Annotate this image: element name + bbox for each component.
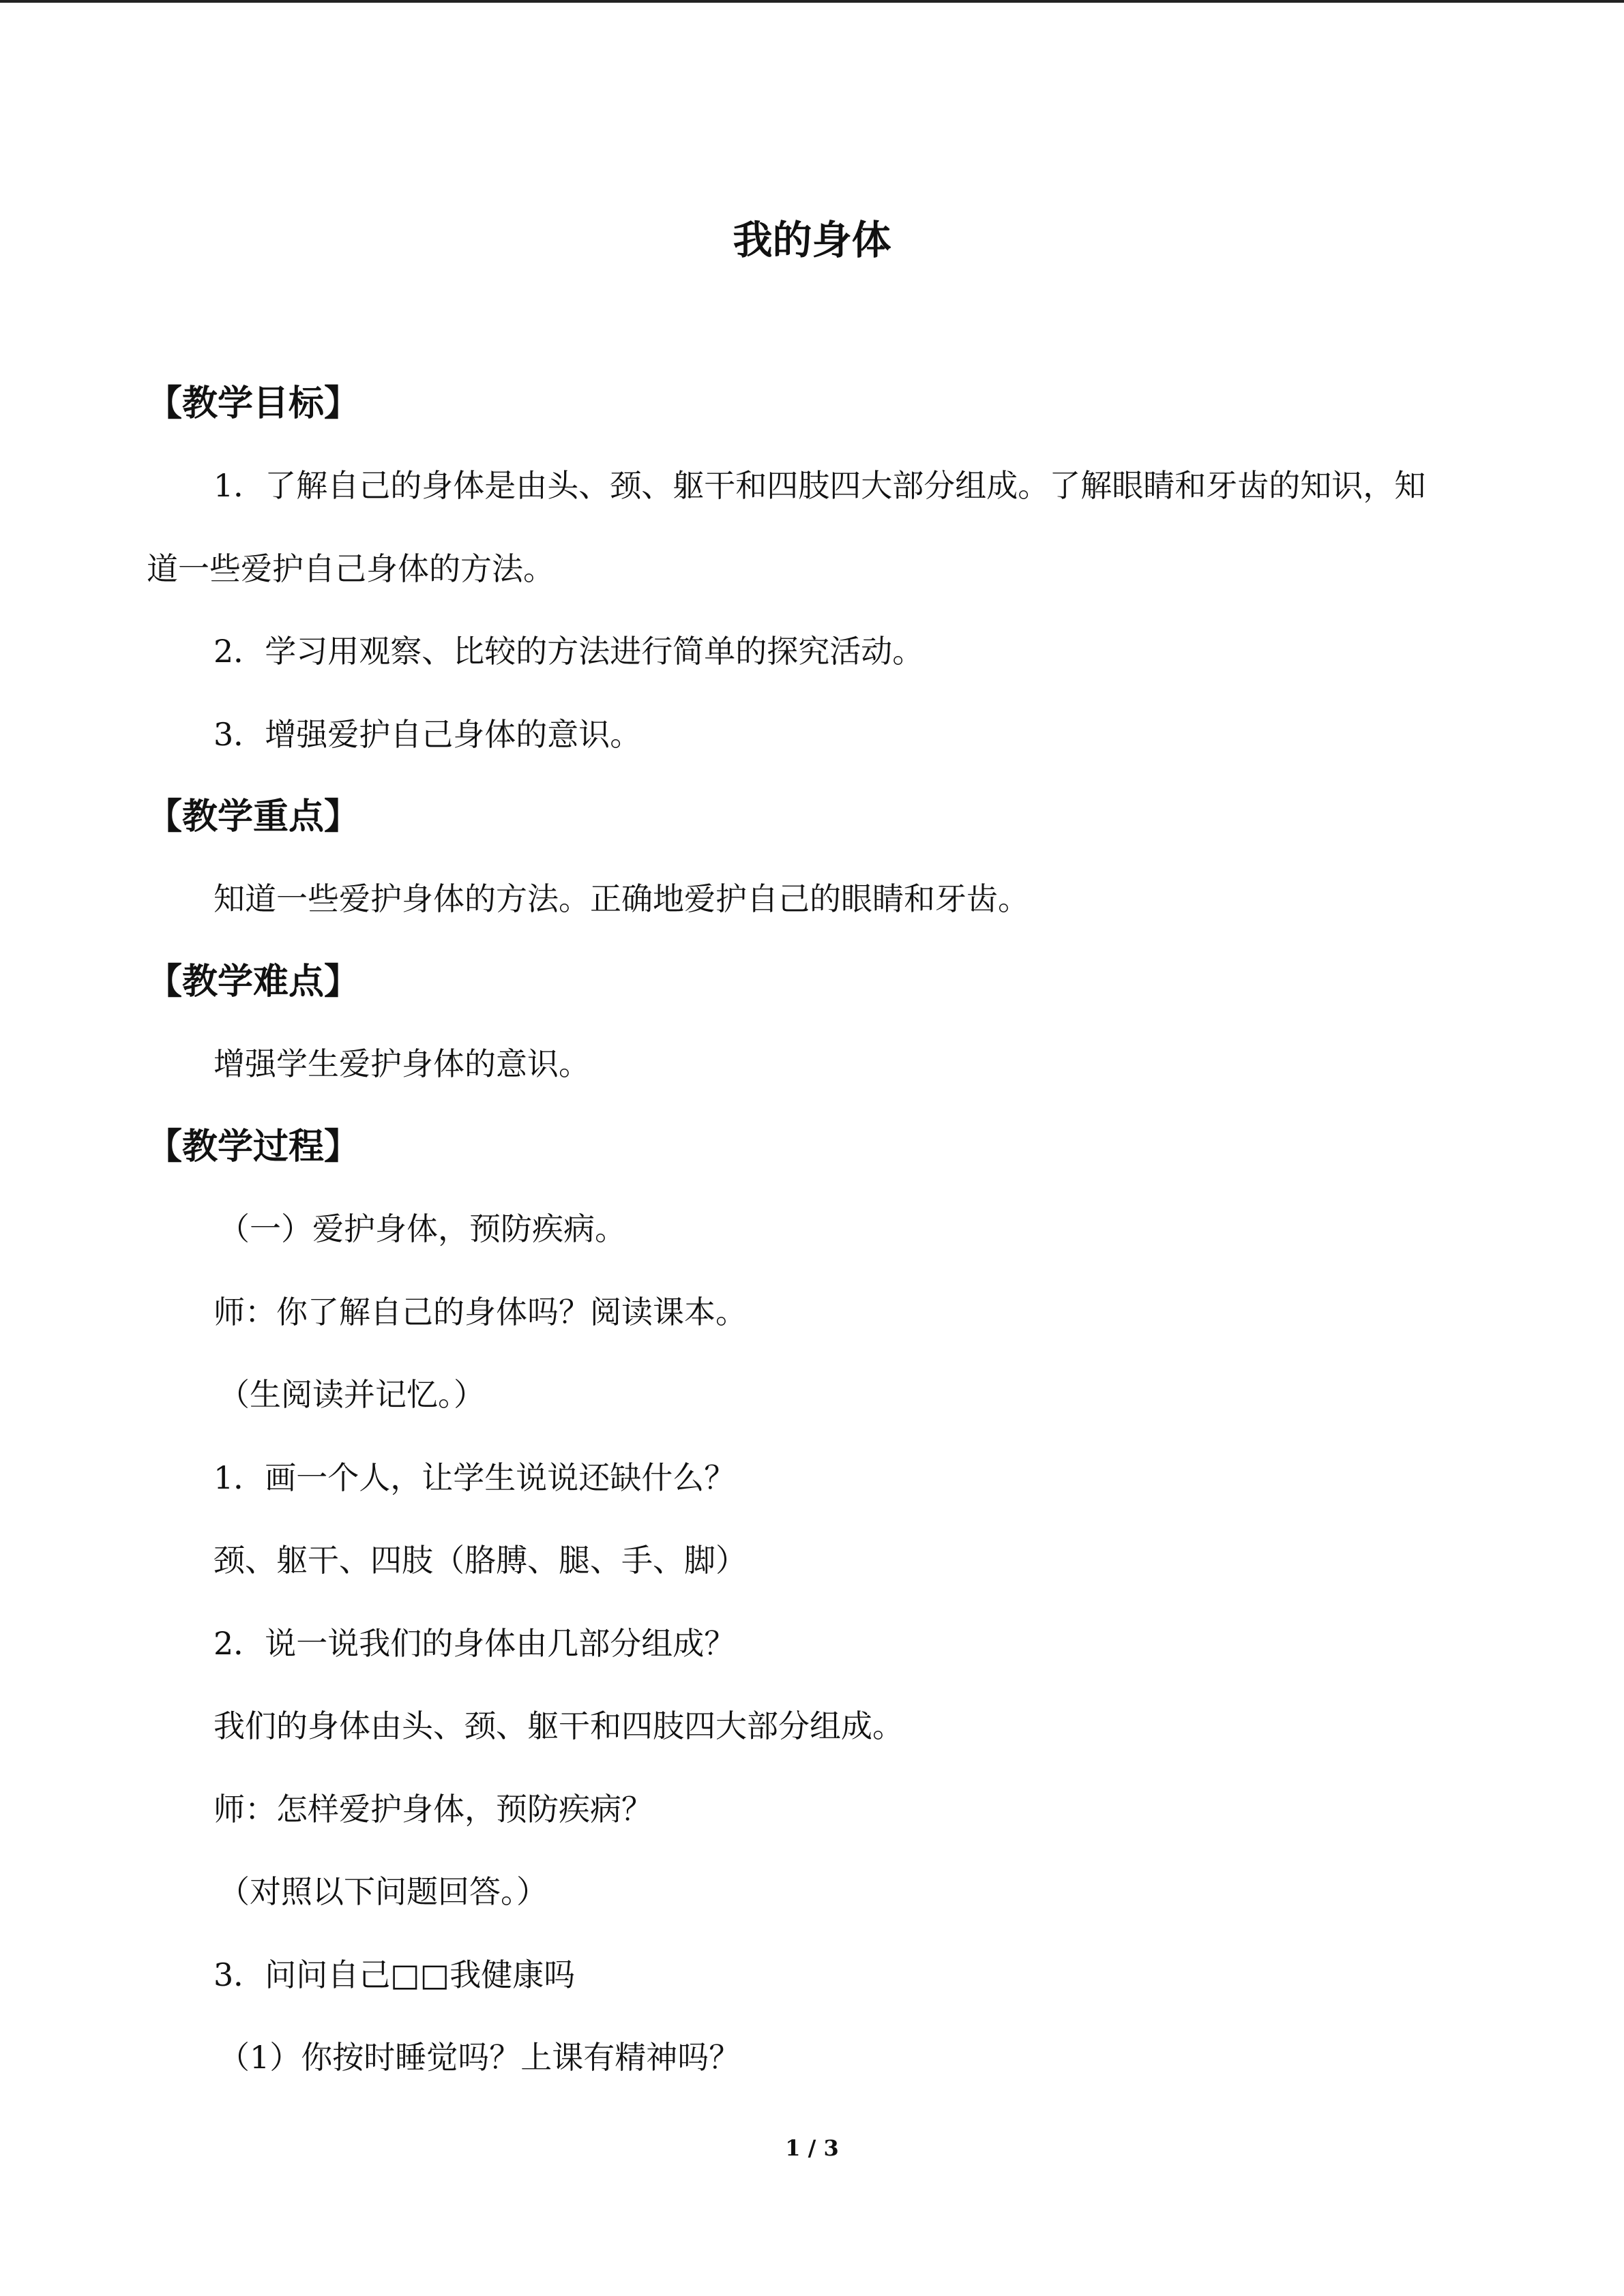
objective-item-1-line-2: 道一些爱护自己身体的方法。 bbox=[147, 550, 555, 587]
document-title: 我的身体 bbox=[733, 217, 891, 263]
key-points-text: 知道一些爱护身体的方法。正确地爱护自己的眼睛和牙齿。 bbox=[213, 880, 1029, 917]
section-heading-process: 【教学过程】 bbox=[147, 1126, 360, 1167]
process-line: 颈、躯干、四肢（胳膊、腿、手、脚） bbox=[213, 1542, 747, 1579]
process-line: 师：怎样爱护身体，预防疾病？ bbox=[213, 1791, 653, 1828]
objective-item-3: 3．增强爱护自己身体的意识。 bbox=[213, 716, 642, 753]
objective-item-1-line-1: 1．了解自己的身体是由头、颈、躯干和四肢四大部分组成。了解眼睛和牙齿的知识，知 bbox=[213, 467, 1426, 504]
process-line: 师：你了解自己的身体吗？阅读课本。 bbox=[213, 1294, 747, 1330]
objective-item-2: 2．学习用观察、比较的方法进行简单的探究活动。 bbox=[213, 633, 924, 670]
process-line: 3．问问自己□□我健康吗 bbox=[213, 1956, 576, 1993]
section-heading-objectives: 【教学目标】 bbox=[147, 383, 360, 424]
process-line: （1）你按时睡觉吗？上课有精神吗？ bbox=[218, 2039, 741, 2076]
process-line: （一）爱护身体，预防疾病。 bbox=[218, 1210, 626, 1247]
section-heading-key-points: 【教学重点】 bbox=[147, 796, 360, 837]
section-heading-difficulties: 【教学难点】 bbox=[147, 961, 360, 1002]
page-top-border bbox=[0, 0, 1624, 3]
process-line: 我们的身体由头、颈、躯干和四肢四大部分组成。 bbox=[213, 1708, 904, 1744]
process-line: （生阅读并记忆。） bbox=[218, 1376, 485, 1413]
process-line: 2．说一说我们的身体由几部分组成？ bbox=[213, 1625, 736, 1662]
process-line: 1．画一个人，让学生说说还缺什么？ bbox=[213, 1459, 736, 1496]
process-line: （对照以下问题回答。） bbox=[218, 1873, 548, 1910]
page-number: 1 / 3 bbox=[785, 2135, 839, 2161]
difficulties-text: 增强学生爱护身体的意识。 bbox=[213, 1045, 590, 1082]
